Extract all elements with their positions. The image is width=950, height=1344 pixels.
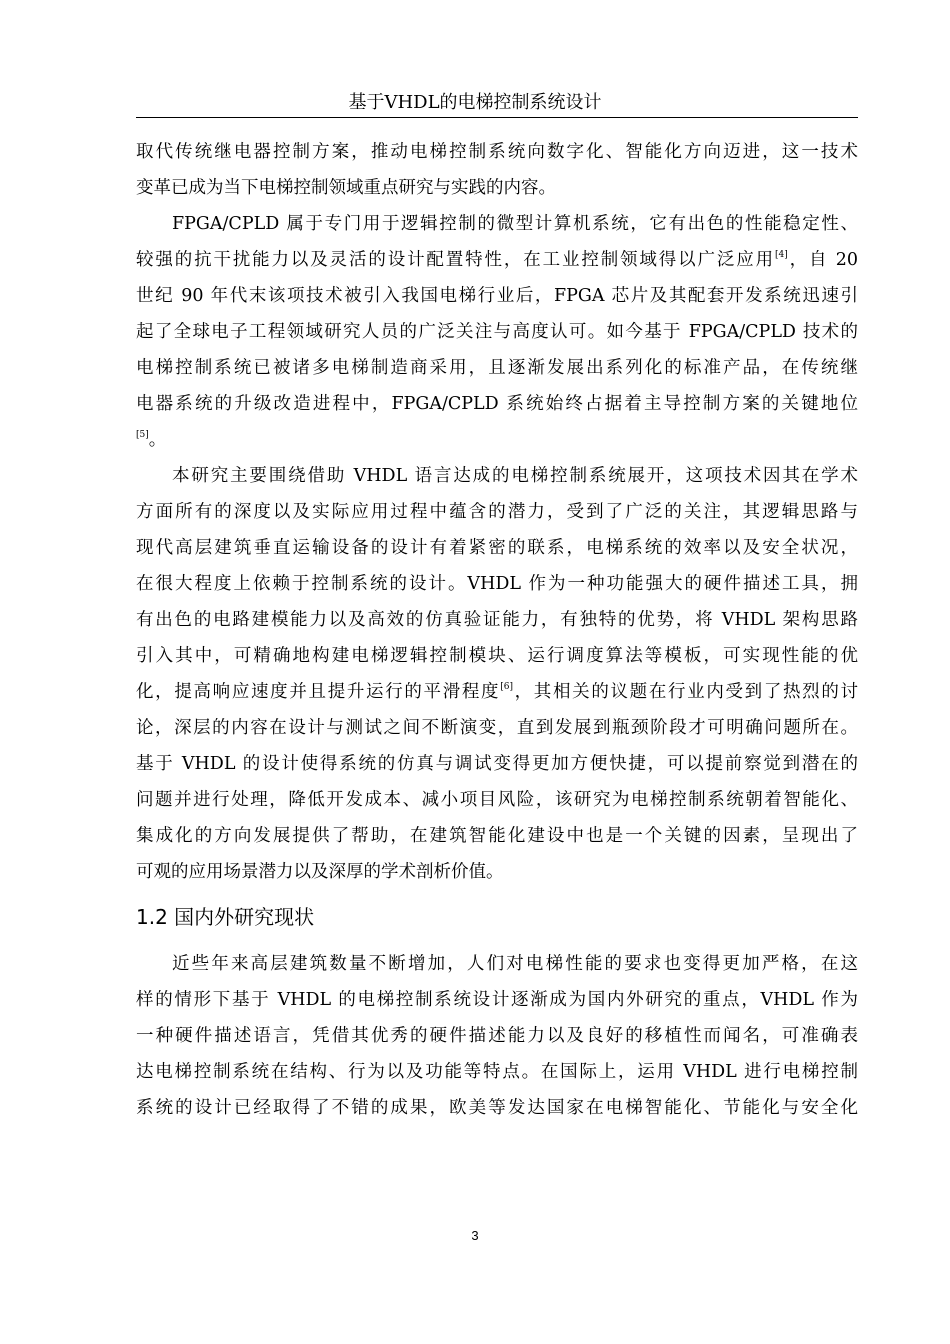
body-line: FPGA/CPLD 属于专门用于逻辑控制的微型计算机系统，它有出色的性能稳定性、 — [172, 214, 858, 234]
body-line — [136, 422, 858, 458]
text-span: ，其相关的议题在行业内受到了热烈的讨 — [512, 682, 859, 702]
text-span: 。 — [148, 430, 167, 450]
body-line: 变革已成为当下电梯控制领域重点研究与实践的内容。 — [136, 178, 556, 198]
body-line: 起了全球电子工程领域研究人员的广泛关注与高度认可。如今基于 FPGA/CPLD 技术的 — [136, 322, 858, 342]
body-line: 样的情形下基于 VHDL 的电梯控制系统设计逐渐成为国内外研究的重点，VHDL 作为 — [136, 990, 858, 1010]
body-line: 本研究主要围绕借助 VHDL 语言达成的电梯控制系统展开，这项技术因其在学术 — [172, 466, 858, 486]
body-line: 一种硬件描述语言，凭借其优秀的硬件描述能力以及良好的移植性而闻名，可准确表 — [136, 1026, 858, 1046]
body-line: 引入其中，可精确地构建电梯逻辑控制模块、运行调度算法等模板，可实现性能的优 — [136, 646, 858, 666]
body-line: 系统的设计已经取得了不错的成果，欧美等发达国家在电梯智能化、节能化与安全化 — [136, 1098, 858, 1118]
body-line: 取代传统继电器控制方案，推动电梯控制系统向数字化、智能化方向迈进，这一技术 — [136, 142, 858, 162]
body-line: 基于 VHDL 的设计使得系统的仿真与调试变得更加方便快捷，可以提前察觉到潜在的 — [136, 754, 858, 774]
body-line: 有出色的电路建模能力以及高效的仿真验证能力，有独特的优势，将 VHDL 架构思路 — [136, 610, 858, 630]
page-body — [136, 134, 858, 1126]
body-line: 达电梯控制系统在结构、行为以及功能等特点。在国际上，运用 VHDL 进行电梯控制 — [136, 1062, 858, 1082]
text-span: ，自 20 — [787, 250, 858, 270]
body-line: 现代高层建筑垂直运输设备的设计有着紧密的联系，电梯系统的效率以及安全状况， — [136, 538, 858, 558]
text-span: 较强的抗干扰能力以及灵活的设计配置特性，在工业控制领域得以广泛应用 — [136, 250, 775, 270]
body-line: 问题并进行处理，降低开发成本、减小项目风险，该研究为电梯控制系统朝着智能化、 — [136, 790, 858, 810]
body-line: 集成化的方向发展提供了帮助，在建筑智能化建设中也是一个关键的因素，呈现出了 — [136, 826, 858, 846]
body-line: 世纪 90 年代末该项技术被引入我国电梯行业后，FPGA 芯片及其配套开发系统迅速引 — [136, 286, 858, 306]
running-header: 基于VHDL的电梯控制系统设计 — [348, 92, 602, 113]
text-span: 化，提高响应速度并且提升运行的平滑程度 — [136, 682, 501, 702]
citation-ref: [6] — [500, 682, 513, 692]
body-line: 方面所有的深度以及实际应用过程中蕴含的潜力，受到了广泛的关注，其逻辑思路与 — [136, 502, 858, 522]
body-line: 论，深层的内容在设计与测试之间不断演变，直到发展到瓶颈阶段才可明确问题所在。 — [136, 718, 858, 738]
body-line: 电器系统的升级改造进程中，FPGA/CPLD 系统始终占据着主导控制方案的关键地位 — [136, 394, 858, 414]
body-line: 可观的应用场景潜力以及深厚的学术剖析价值。 — [136, 862, 504, 882]
citation-ref: [4] — [774, 250, 788, 260]
section-heading: 1.2 国内外研究现状 — [136, 905, 315, 929]
citation-ref: [5] — [136, 430, 149, 440]
body-line — [136, 674, 858, 710]
body-line — [136, 242, 858, 278]
body-line: 电梯控制系统已被诸多电梯制造商采用，且逐渐发展出系列化的标准产品，在传统继 — [136, 358, 858, 378]
body-line: 近些年来高层建筑数量不断增加，人们对电梯性能的要求也变得更加严格，在这 — [172, 954, 858, 974]
body-line: 在很大程度上依赖于控制系统的设计。VHDL 作为一种功能强大的硬件描述工具，拥 — [136, 574, 858, 594]
page-number: 3 — [471, 1228, 479, 1243]
header-rule — [136, 117, 858, 118]
